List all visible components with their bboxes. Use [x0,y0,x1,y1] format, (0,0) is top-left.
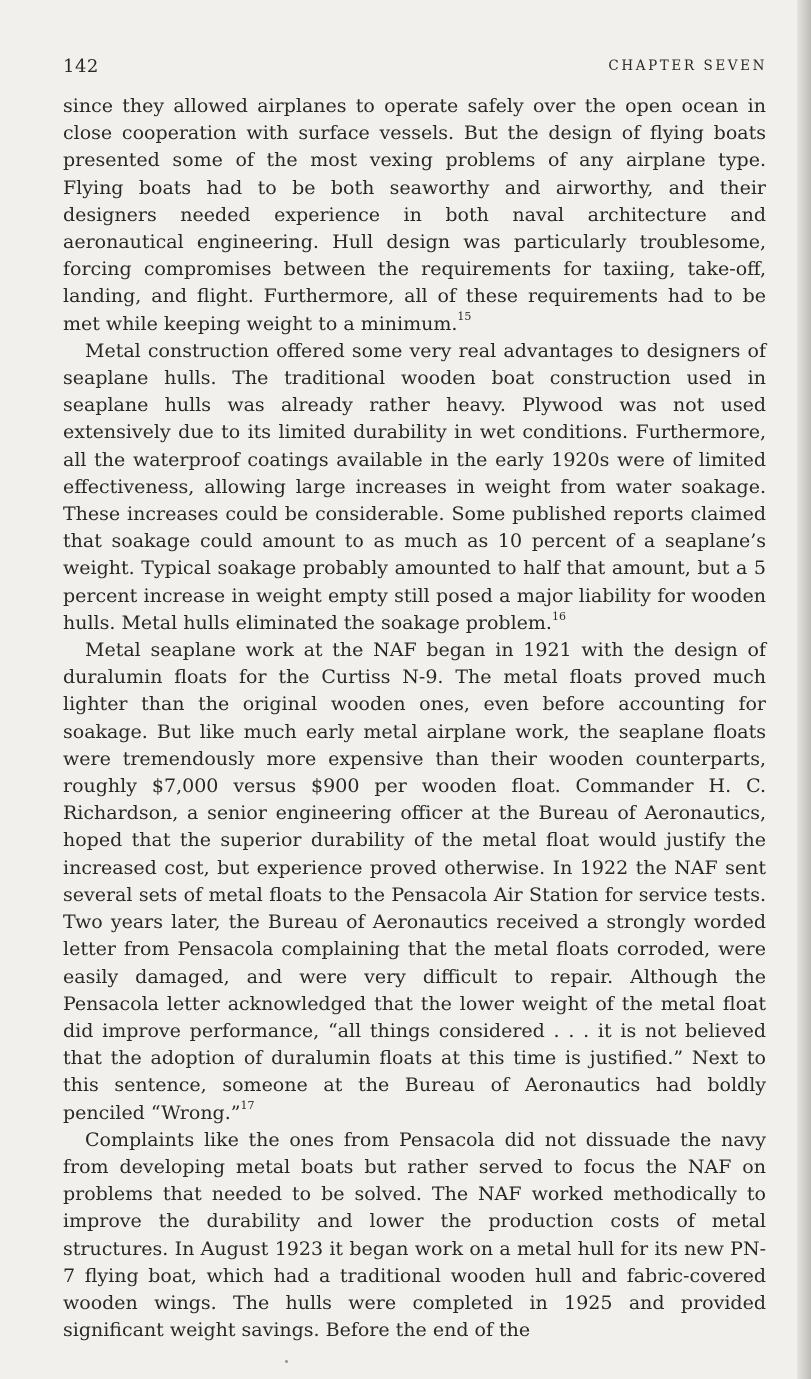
paper-speck [285,1360,288,1363]
paragraph-1-text: since they allowed airplanes to operate safely over the open ocean in close cooperation with surface vessels. But the design of flying boats presented some of the most vexing problems of any airplane type. Flying boats had to be both seaworthy and airworthy, and their designers needed experience in both naval architecture and aeronautical engineering. Hull design was particularly troublesome, forcing compromises between the requirements for taxiing, take-off, landing, and flight. Furthermore, all of these requirements had to be met while keeping weight to a minimum. [63,95,766,335]
paragraph-4-text: Complaints like the ones from Pensacola did not dissuade the navy from developing metal boats but rather served to focus the NAF on problems that needed to be solved. The NAF worked methodically to improve the durability and lower the production costs of metal structures. In August 1923 it began work on a metal hull for its new PN-7 flying boat, which had a traditional wooden hull and fabric-covered wooden wings. The hulls were completed in 1925 and provided significant weight savings. Before the end of the [63,1128,766,1342]
footnote-ref-16: 16 [551,609,566,623]
paragraph-1 [63,93,766,338]
paragraph-3 [63,637,766,1127]
footnote-ref-17: 17 [240,1099,255,1113]
paragraph-3-text: Metal seaplane work at the NAF began in 1921 with the design of duralumin floats for the Curtiss N-9. The metal floats proved much lighter than the original wooden ones, even before accounting for soakage. But like much early metal airplane work, the seaplane floats were tremendously more expensive than their wooden counterparts, roughly $7,000 versus $900 per wooden float. Commander H. C. Richardson, a senior engineering officer at the Bureau of Aeronautics, hoped that the superior durability of the metal float would justify the increased cost, but experience proved otherwise. In 1922 the NAF sent several sets of metal floats to the Pensacola Air Station for service tests. Two years later, the Bureau of Aeronautics received a strongly worded letter from Pensacola complaining that the metal floats corroded, were easily damaged, and were very difficult to repair. Although the Pensacola letter acknowledged that the lower weight of the metal float did improve performance, “all things considered . . . it is not believed that the adoption of duralumin floats at this time is justified.” Next to this sentence, someone at the Bureau of Aeronautics had boldly penciled “Wrong.” [63,639,766,1124]
running-head: CHAPTER SEVEN [608,58,767,74]
body-text [63,93,766,1344]
page-number: 142 [63,56,99,77]
paragraph-4 [63,1127,766,1345]
page-header [63,56,767,82]
paragraph-2-text: Metal construction offered some very real advantages to designers of seaplane hulls. The traditional wooden boat construction used in seaplane hulls was already rather heavy. Plywood was not used extensively due to its limited durability in wet conditions. Furthermore, all the waterproof coatings available in the early 1920s were of limited effectiveness, allowing large increases in weight from water soakage. These increases could be considerable. Some published reports claimed that soakage could amount to as much as 10 percent of a seaplane’s weight. Typical soakage probably amounted to half that amount, but a 5 percent increase in weight empty still posed a major liability for wooden hulls. Metal hulls eliminated the soakage problem. [63,339,766,634]
footnote-ref-15: 15 [457,310,472,324]
page-edge-shadow [797,0,811,1379]
paragraph-2 [63,338,766,637]
